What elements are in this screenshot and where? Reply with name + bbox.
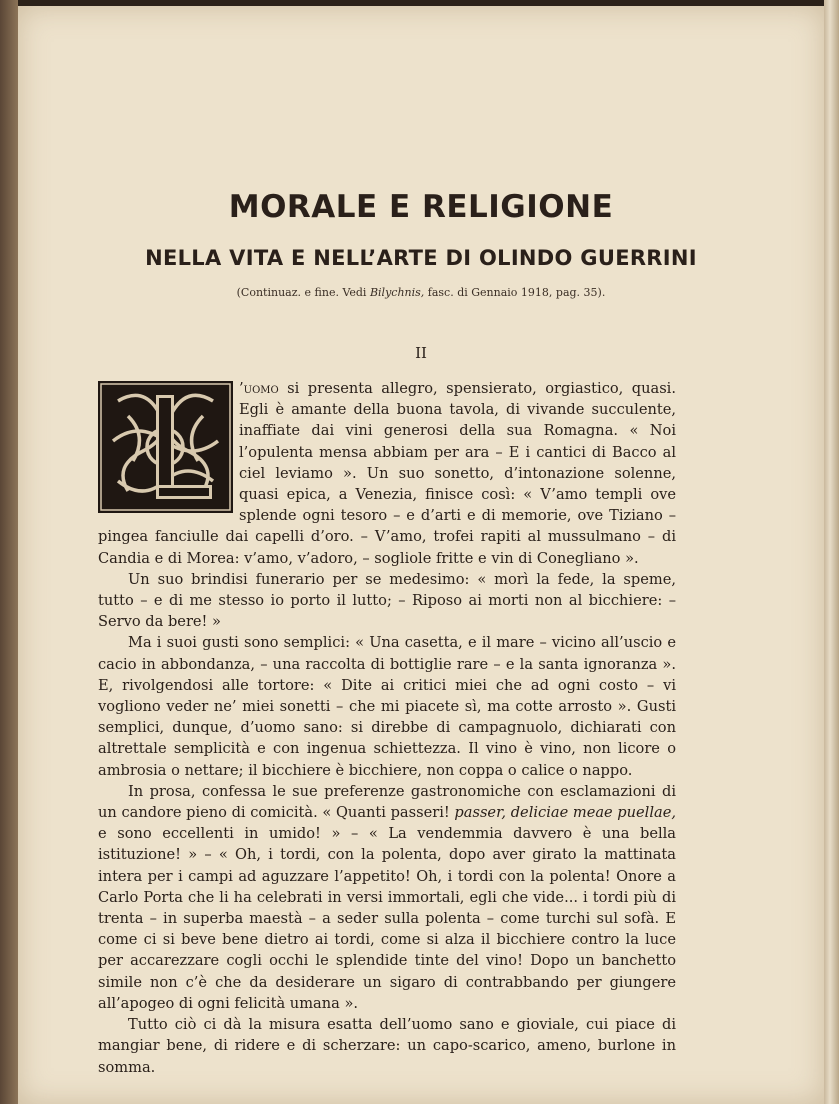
paragraph-3: Ma i suoi gusti sono semplici: « Una casetta, e il mare – vicino all’uscio e cacio in abbondanza, – una raccolta di bottiglie rare – e la santa ignoranza ». E, rivolgendosi alle tortore: « Dite ai critici miei che ad ogni costo – vi vogliono veder ne’ miei sonetti – che mi piacete sì, ma cotte arrosto ». Gusti semplici, dunque, d’uomo sano: si direbbe di campagnuolo, dichiarati con altrettale semplicità e con ingenua schiettezza. Il vino è vino, non licore o ambrosia o nettare; il bicchiere è bicchiere, non coppa o calice o nappo.	[98, 634, 676, 779]
paragraph-4-b: e sono eccellenti in umido! » – « La vendemmia davvero è una bella istituzione! » – « Oh, i tordi, con la polenta, dopo aver girato la mattinata intera per i campi ad aguzzare l’appetito! Oh, i tordi con la polenta! Onore a Carlo Porta che li ha celebrati in versi immortali, egli che vide... i tordi più di trenta – in superba maestà – a seder sulla polenta – come turchi sul sofà. E come ci si beve bene dietro ai tordi, come si alza il bicchiere contro la luce per accarezzare cogli occhi le splendide tinte del vino! Dopo un banchetto simile non c’è che da desiderare un sigaro di contrabbando per giungere all’apogeo di ogni felicità umana ».	[98, 825, 676, 1012]
decorative-initial-l	[98, 381, 233, 513]
article-body	[98, 378, 676, 1078]
note-before: (Continuaz. e fine. Vedi	[236, 286, 370, 299]
paragraph-1-text: si presenta allegro, spensierato, orgiastico, quasi. Egli è amante della buona tavola, di vivande succulente, inaffiate dai vini generosi della sua Romagna. « Noi l’opulenta mensa abbiam per ara – E i cantici di Bacco al ciel leviamo ». Un suo sonetto, d’intonazione solenne, quasi epica, a Venezia, finisce così: « V’amo templi ove splende ogni tesoro – e d’arti e di memorie, ove Tiziano – pingea fanciulle dai capelli d’oro. – V’amo, trofei rapiti al mussulmano – di Candia e di Morea: v’amo, v’adoro, – sogliole fritte e vin di Conegliano ».	[98, 380, 676, 567]
article-subtitle: NELLA VITA E NELL’ARTE DI OLINDO GUERRINI	[145, 246, 697, 270]
section-number: II	[415, 344, 427, 362]
book-page	[18, 6, 824, 1104]
paragraph-1	[98, 378, 676, 569]
paragraph-5: Tutto ciò ci dà la misura esatta dell’uomo sano e gioviale, cui piace di mangiar bene, di ridere e di scherzare: un capo-scarico, ameno, burlone in somma.	[98, 1016, 676, 1076]
paragraph-2: Un suo brindisi funerario per se medesimo: « morì la fede, la speme, tutto – e di me stesso io porto il lutto; – Riposo ai morti non al bicchiere: – Servo da bere! »	[98, 570, 676, 631]
book-spine-edge	[0, 0, 18, 1104]
page-stack-edge	[824, 0, 839, 1104]
opening-word: ’uomo	[239, 380, 279, 397]
interlace-ornament-icon	[98, 381, 233, 513]
continuation-note	[18, 286, 824, 299]
paragraph-4-a: In prosa, confessa le sue preferenze gastronomiche con esclamazioni di un candore pieno di comicità. « Quanti passeri!	[98, 782, 676, 822]
journal-name: Bilychnis,	[369, 286, 425, 299]
paragraph-4	[98, 781, 676, 1014]
note-after: fasc. di Gennaio 1918, pag. 35).	[424, 286, 606, 299]
latin-quote: passer, deliciae meae puellae,	[454, 804, 676, 822]
article-title: MORALE E RELIGIONE	[228, 189, 614, 225]
